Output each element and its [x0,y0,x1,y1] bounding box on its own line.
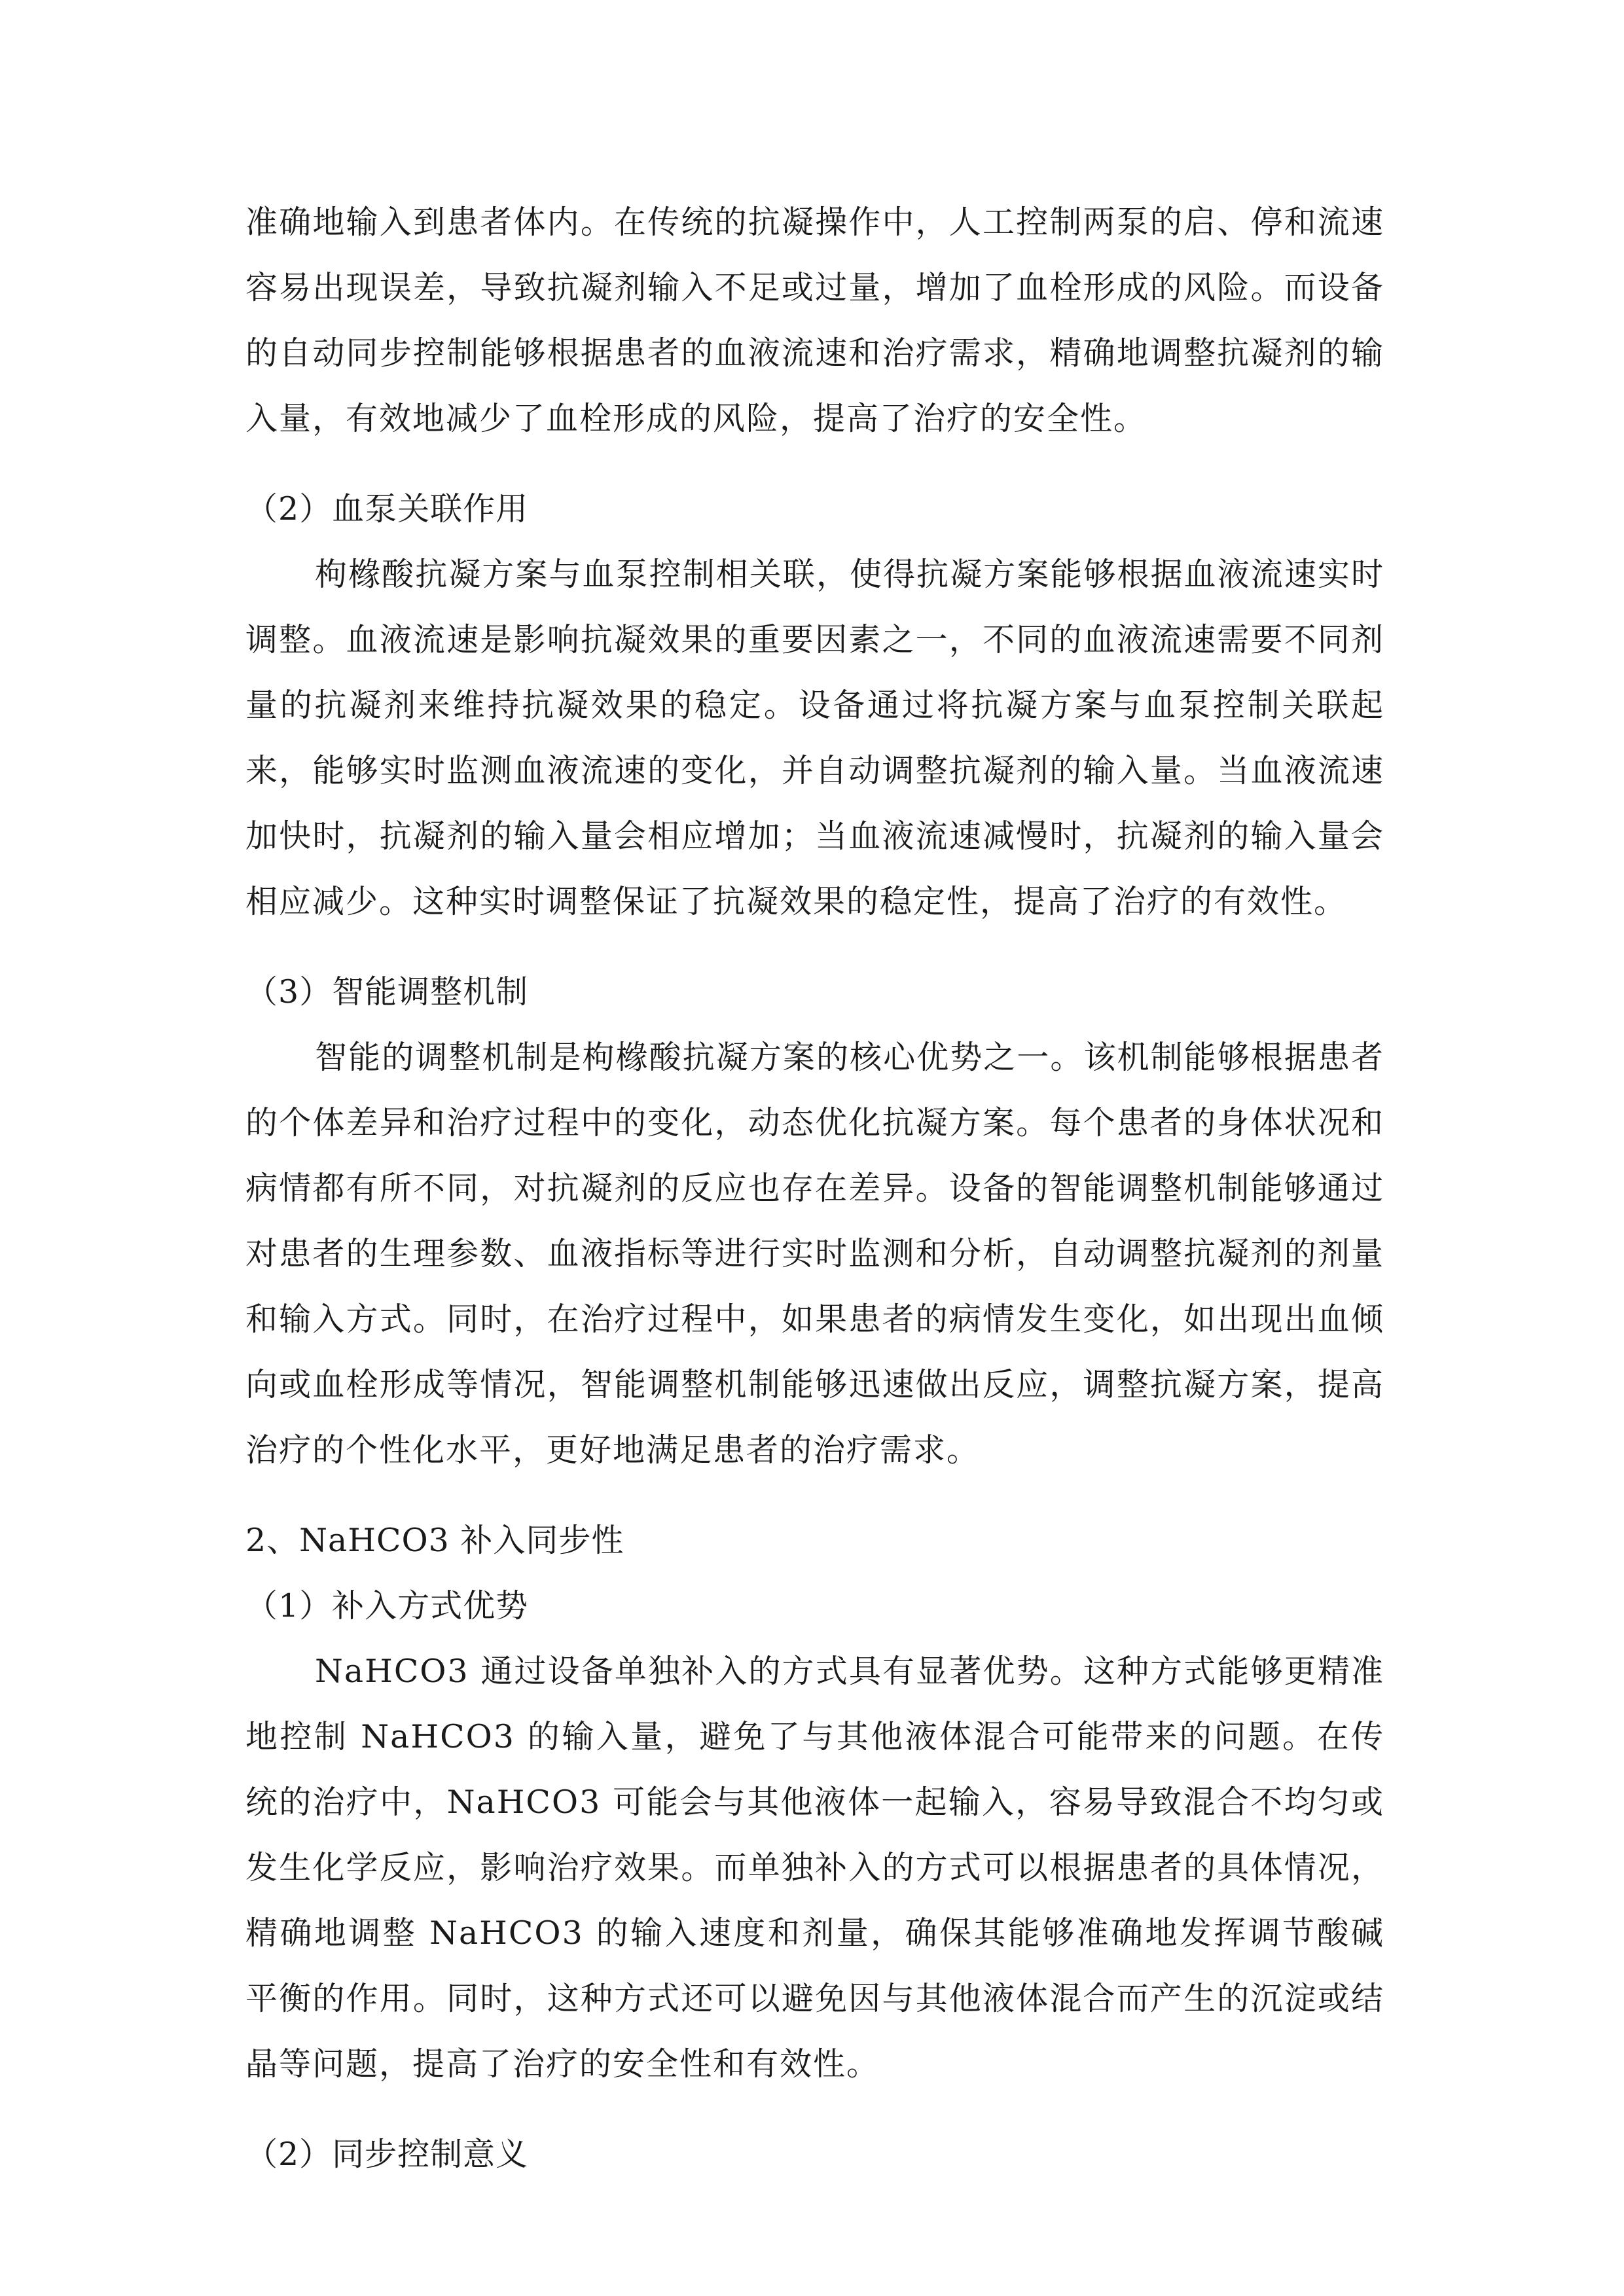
heading-sync-control-significance: （2）同步控制意义 [245,2136,529,2173]
document-body [245,190,1384,2187]
heading-intelligent-adjustment: （3）智能调整机制 [245,973,529,1011]
paragraph-supplement-method-advantage: NaHCO3 通过设备单独补入的方式具有显著优势。这种方式能够更精准地控制 NaHCO3 的输入量，避免了与其他液体混合可能带来的问题。在传统的治疗中，NaHCO3 可能会与其他液体一起输入，容易导致混合不均匀或发生化学反应，影响治疗效果。而单独补入的方式可以根据患者的具体情况，精确地调整 NaHCO3 的输入速度和剂量，确保其能够准确地发挥调节酸碱平衡的作用。同时，这种方式还可以避免因与其他液体混合而产生的沉淀或结晶等问题，提高了治疗的安全性和有效性。 [245,1653,1384,2083]
paragraph-anticoagulant-sync: 准确地输入到患者体内。在传统的抗凝操作中，人工控制两泵的启、停和流速容易出现误差，导致抗凝剂输入不足或过量，增加了血栓形成的风险。而设备的自动同步控制能够根据患者的血液流速和治疗需求，精确地调整抗凝剂的输入量，有效地减少了血栓形成的风险，提高了治疗的安全性。 [245,204,1384,437]
heading-supplement-method-advantage: （1）补入方式优势 [245,1587,529,1624]
paragraph-intelligent-adjustment: 智能的调整机制是枸橼酸抗凝方案的核心优势之一。该机制能够根据患者的个体差异和治疗过程中的变化，动态优化抗凝方案。每个患者的身体状况和病情都有所不同，对抗凝剂的反应也存在差异。设备的智能调整机制能够通过对患者的生理参数、血液指标等进行实时监测和分析，自动调整抗凝剂的剂量和输入方式。同时，在治疗过程中，如果患者的病情发生变化，如出现出血倾向或血栓形成等情况，智能调整机制能够迅速做出反应，调整抗凝方案，提高治疗的个性化水平，更好地满足患者的治疗需求。 [245,1039,1384,1469]
heading-blood-pump-association: （2）血泵关联作用 [245,490,529,528]
paragraph-blood-pump-association: 枸橼酸抗凝方案与血泵控制相关联，使得抗凝方案能够根据血液流速实时调整。血液流速是影响抗凝效果的重要因素之一，不同的血液流速需要不同剂量的抗凝剂来维持抗凝效果的稳定。设备通过将抗凝方案与血泵控制关联起来，能够实时监测血液流速的变化，并自动调整抗凝剂的输入量。当血液流速加快时，抗凝剂的输入量会相应增加；当血液流速减慢时，抗凝剂的输入量会相应减少。这种实时调整保证了抗凝效果的稳定性，提高了治疗的有效性。 [245,556,1384,920]
heading-nahco3-sync: 2、NaHCO3 补入同步性 [245,1522,624,1559]
